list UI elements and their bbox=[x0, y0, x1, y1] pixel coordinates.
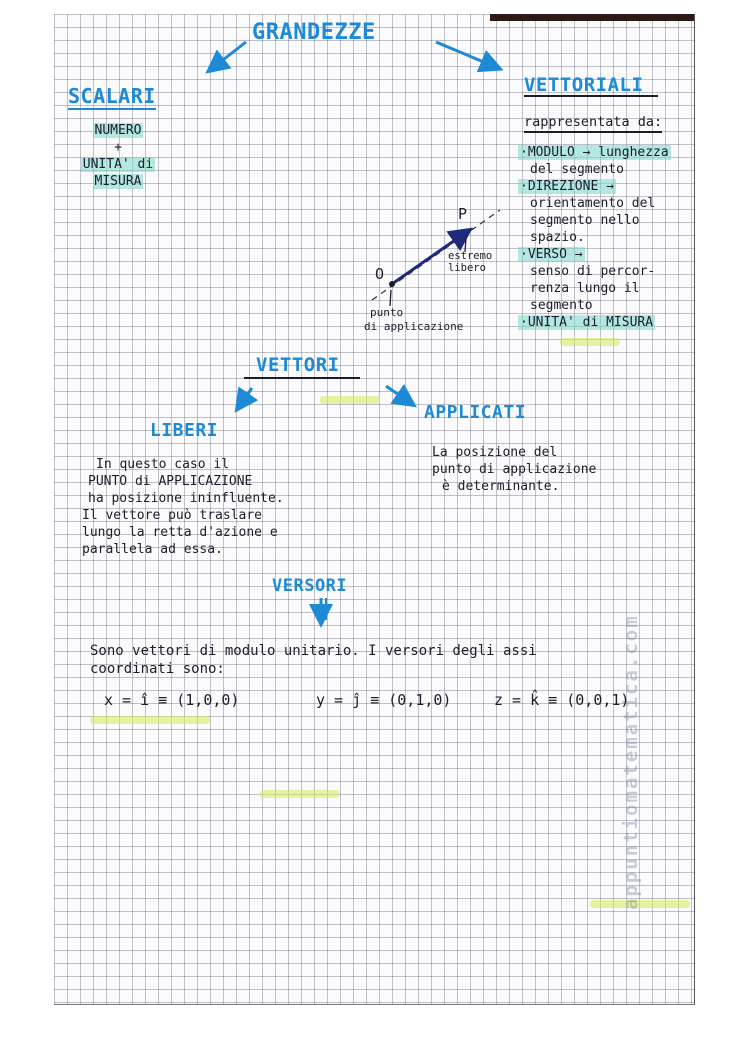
applicati-line: La posizione del bbox=[432, 445, 558, 460]
versore-x-formula: x = î ≡ (1,0,0) bbox=[104, 691, 240, 709]
watermark-text: appuntiomatematica.com bbox=[620, 614, 642, 910]
vettoriali-item-line: segmento nello bbox=[530, 213, 640, 228]
punto-line: punto bbox=[370, 306, 404, 319]
estremo-line: estremo bbox=[448, 250, 493, 262]
vettoriali-item-line: ·UNITA' di MISURA bbox=[520, 315, 654, 330]
vettoriali-item-line: spazio. bbox=[530, 230, 585, 245]
scalari-title: SCALARI bbox=[68, 84, 156, 108]
vettoriali-title: VETTORIALI bbox=[524, 74, 644, 96]
arrow-to-liberi bbox=[238, 388, 252, 408]
applicati-line: punto di applicazione bbox=[432, 462, 597, 477]
liberi-line: lungo la retta d'azione e bbox=[82, 525, 278, 540]
scalari-line: + bbox=[114, 140, 122, 155]
liberi-line: parallela ad essa. bbox=[82, 542, 223, 557]
vettoriali-items bbox=[518, 144, 671, 331]
point-p-label: P bbox=[458, 205, 468, 223]
punto-line: di applicazione bbox=[364, 320, 464, 333]
vettoriali-item-line: renza lungo il bbox=[530, 281, 640, 296]
vettoriali-intro: rappresentata da: bbox=[524, 114, 662, 133]
versori-title: VERSORI bbox=[272, 576, 348, 596]
arrow-to-vettoriali bbox=[436, 42, 498, 68]
applicati-title: APPLICATI bbox=[424, 402, 527, 423]
marker-trace bbox=[320, 396, 380, 404]
scalari-line: NUMERO bbox=[94, 123, 142, 138]
liberi-line: Il vettore può traslare bbox=[82, 508, 263, 523]
estremo-libero-label bbox=[448, 250, 492, 274]
versore-y-formula: y = ĵ ≡ (0,1,0) bbox=[316, 691, 452, 709]
arrow-to-scalari bbox=[210, 42, 246, 70]
vettoriali-item-line: ·MODULO → lunghezza bbox=[520, 145, 669, 160]
applicati-block bbox=[432, 444, 596, 495]
point-o-label: O bbox=[375, 265, 385, 283]
vettoriali-item-line: orientamento del bbox=[530, 196, 656, 211]
liberi-block bbox=[82, 456, 284, 558]
arrow-to-applicati bbox=[386, 386, 412, 404]
point-o-dot bbox=[389, 281, 395, 287]
liberi-title: LIBERI bbox=[150, 420, 219, 441]
vettori-title: VETTORI bbox=[256, 354, 340, 376]
vettoriali-item-line: ·VERSO → bbox=[520, 247, 583, 262]
vettoriali-item-line: del segmento bbox=[530, 162, 624, 177]
liberi-line: PUNTO di APPLICAZIONE bbox=[88, 474, 253, 489]
pointer-start bbox=[390, 290, 391, 306]
liberi-line: In questo caso il bbox=[96, 457, 230, 472]
vettoriali-item-line: segmento bbox=[530, 298, 593, 313]
punto-applicazione-label bbox=[364, 306, 463, 334]
versore-z-formula: z = k̂ ≡ (0,0,1) bbox=[494, 691, 630, 709]
versori-block bbox=[90, 642, 537, 678]
versori-line: coordinati sono: bbox=[90, 661, 225, 677]
heading-grandezze: GRANDEZZE bbox=[252, 20, 376, 45]
marker-trace bbox=[90, 716, 210, 724]
scalari-line: MISURA bbox=[94, 174, 142, 189]
scalari-block bbox=[68, 122, 168, 190]
marker-trace bbox=[260, 790, 340, 798]
liberi-line: ha posizione ininfluente. bbox=[88, 491, 284, 506]
vettoriali-item-line: senso di percor- bbox=[530, 264, 656, 279]
estremo-line: libero bbox=[448, 262, 486, 274]
marker-trace bbox=[560, 338, 620, 346]
applicati-line: è determinante. bbox=[442, 479, 560, 494]
scalari-line: UNITA' di bbox=[82, 157, 154, 172]
vettoriali-item-line: ·DIREZIONE → bbox=[520, 179, 614, 194]
versori-line: Sono vettori di modulo unitario. I versori degli assi bbox=[90, 643, 537, 659]
